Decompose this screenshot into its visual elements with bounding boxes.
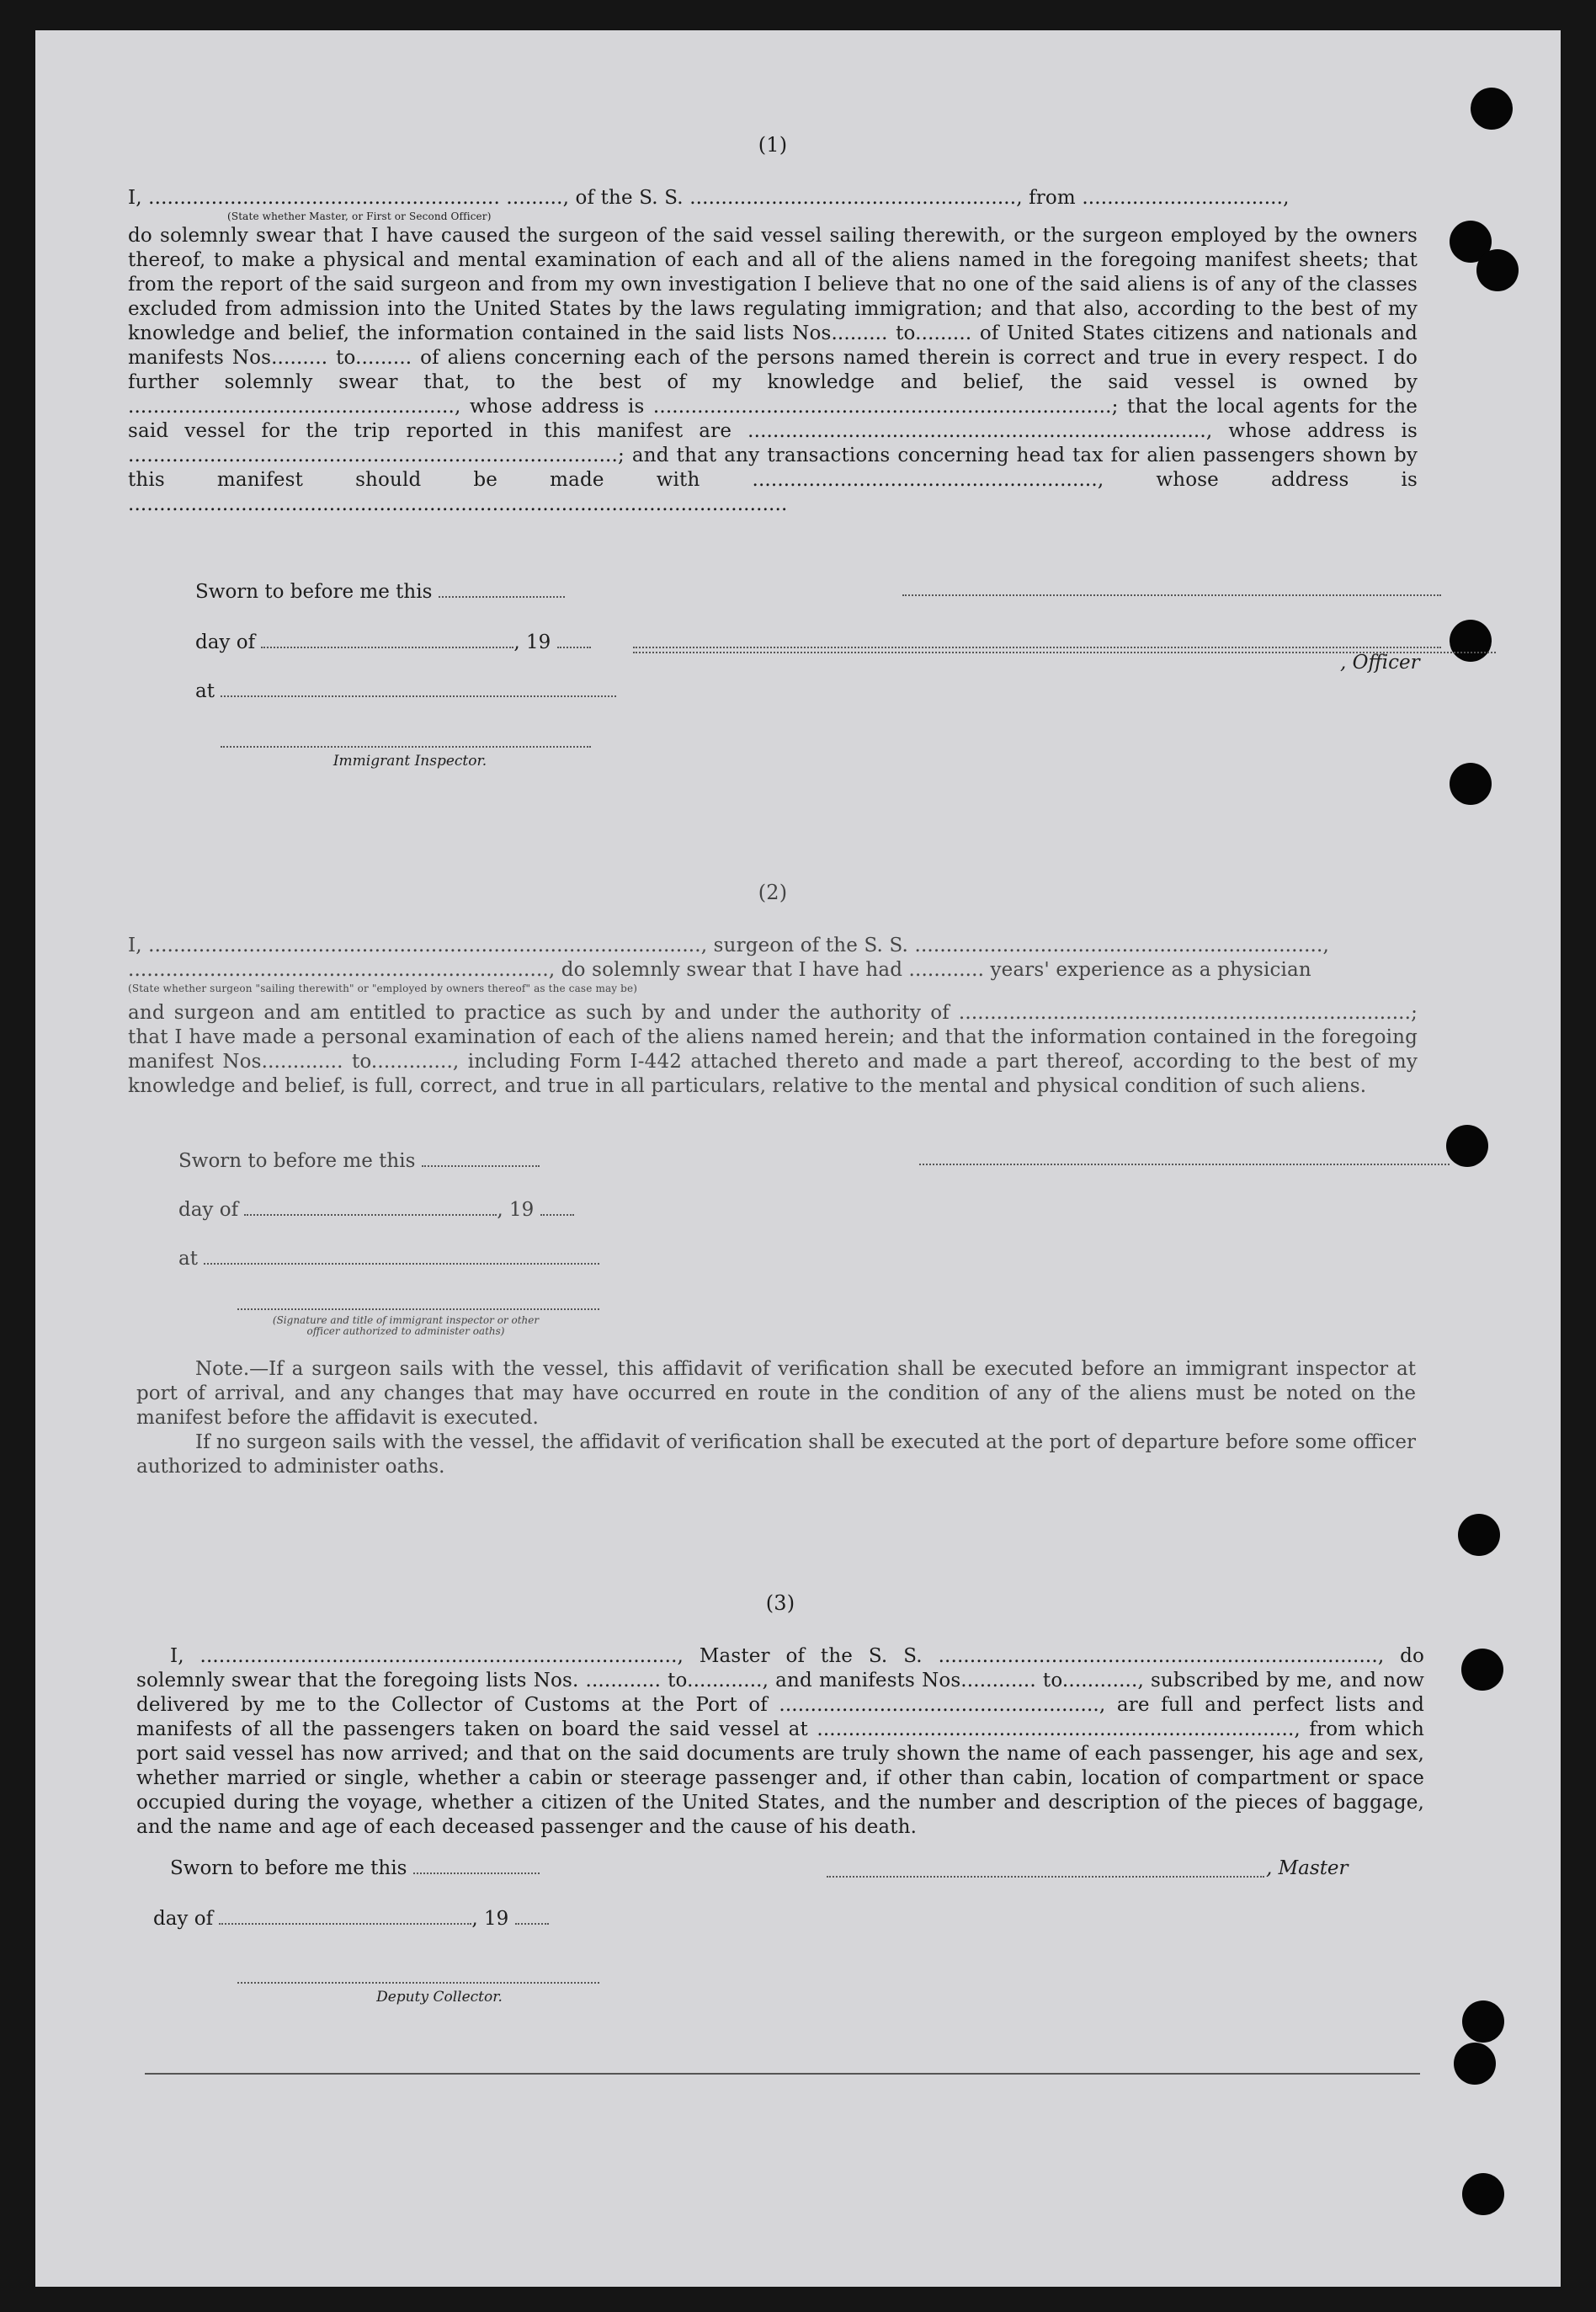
officer-signature-line-1 — [902, 594, 1441, 596]
note-paragraph-1: Note.—If a surgeon sails with the vessel, this affidavit of verification shall be executed before an immigrant inspector at port of arrival, and any changes that may have occurred en route in the condition of any of the aliens must be noted on the manifest before the affidavit is executed. — [136, 1358, 1416, 1429]
year-label: , 19 — [497, 1199, 535, 1221]
officer-label — [1340, 652, 1420, 674]
oath-body: and surgeon and am entitled to practice as such by and under the authority of ........................................................................; that I have made a personal examination of each of the aliens named herein; and that the information contained in the foregoing manifest Nos............. to............., including Form I-442 attached thereto and made a part thereof, according to the best of my knowledge and belief, is full, correct, and true in all particulars, relative to the mental and physical condition of such aliens. — [128, 1002, 1418, 1097]
oath-body: do solemnly swear that I have caused the surgeon of the said vessel sailing therewith, or the surgeon employed by the owners thereof, to make a physical and mental examination of each and all of the aliens named in the foregoing manifest sheets; that from the report of the said surgeon and from my own investigation I believe that no one of the said aliens is of any of the classes excluded from admission into the United States by the laws regulating immigration; and that also, according to the best of my knowledge and belief, the information contained in the said lists Nos......... to......... of United States citizens and nationals and manifests Nos......... to......... of aliens concerning each of the persons named therein is correct and true in every respect. I do further solemnly swear that, to the best of my knowledge and belief, the said vessel is owned by ...................................................., whose address is .........................................................................; that the local agents for the said vessel for the trip reported in this manifest are ........................................................................., whose address is ..............................................................................; and that any transactions concerning head tax for alien passengers shown by this manifest should be made with ......................................................., whose address is ......................................................................................................... — [128, 225, 1418, 515]
note-paragraph-2: If no surgeon sails with the vessel, the affidavit of verification shall be executed at the port of departure before some officer authorized to administer oaths. — [136, 1431, 1416, 1478]
oath-opening-line: I, ........................................................ ........., of the S. S. ...................................................., from ................................, — [128, 187, 1290, 209]
year-label: , 19 — [471, 1908, 509, 1930]
section-number: (3) — [765, 1591, 795, 1615]
punch-hole-3 — [1476, 249, 1519, 291]
section-number: (2) — [758, 881, 788, 904]
punch-hole-5 — [1450, 763, 1492, 805]
officer-signature-line-2 — [633, 647, 1441, 648]
affidavit-surgeon-section — [128, 881, 1418, 1099]
year-label: , 19 — [513, 631, 551, 653]
punch-hole-11 — [1462, 2173, 1504, 2215]
jurat-3 — [136, 1832, 1450, 2051]
affidavit-collector-section — [136, 1591, 1424, 1840]
at-label: at — [178, 1248, 198, 1270]
sworn-label: Sworn to before me this — [170, 1857, 407, 1879]
master-text: , Master — [1266, 1857, 1349, 1879]
day-of-label: day of — [153, 1908, 214, 1930]
deputy-caption: Deputy Collector. — [376, 1989, 503, 2006]
punch-hole-7 — [1458, 1514, 1500, 1556]
master-signature-line — [827, 1876, 1264, 1878]
jurat-1 — [162, 547, 1458, 770]
punch-hole-8 — [1461, 1649, 1503, 1691]
surgeon-note — [136, 1357, 1416, 1479]
document-page — [35, 30, 1561, 2287]
oath-second-line: ..................................................................., do solemnly swear that I have had ............ years' experience as a physician — [128, 959, 1311, 981]
deputy-signature-line — [237, 1982, 599, 1984]
field-caption: (State whether Master, or First or Second Officer) — [227, 210, 492, 222]
sworn-label: Sworn to before me this — [195, 581, 433, 603]
affidavit-master-section — [128, 133, 1418, 517]
at-label: at — [195, 680, 215, 702]
punch-hole-10 — [1454, 2043, 1496, 2085]
officer-text: , Officer — [1340, 652, 1420, 674]
sworn-label: Sworn to before me this — [178, 1150, 416, 1172]
jurat-2 — [145, 1125, 1458, 1361]
master-label — [1266, 1857, 1349, 1879]
day-of-label: day of — [178, 1199, 239, 1221]
officer-signature-line — [919, 1164, 1450, 1165]
field-caption: (State whether surgeon "sailing therewith" or "employed by owners thereof" as the case may be) — [128, 983, 638, 994]
inspector-signature-line — [221, 746, 591, 748]
bottom-rule — [145, 2073, 1420, 2075]
signature-caption: (Signature and title of immigrant inspector or other officer authorized to administer oaths) — [272, 1314, 540, 1337]
punch-hole-9 — [1462, 2000, 1504, 2043]
inspector-caption: Immigrant Inspector. — [332, 753, 487, 770]
oath-opening-line: I, ........................................................................................, surgeon of the S. S. ................................................................., — [128, 935, 1329, 956]
punch-hole-1 — [1471, 88, 1513, 130]
day-of-label: day of — [195, 631, 256, 653]
oath-body: I, ............................................................................, Master of the S. S. ......................................................................, do solemnly swear that the foregoing lists Nos. ............ to............, and manifests Nos............ to............, subscribed by me, and now delivered by me to the Collector of Customs at the Port of ..................................................., are full and perfect lists and manifests of all the passengers taken on board the said vessel at ............................................................................, from which port said vessel has now arrived; and that on the said documents are truly shown the name of each passenger, his age and sex, whether married or single, whether a cabin or steerage passenger and, if other than cabin, location of compartment or space occupied during the voyage, whether a citizen of the United States, and the number and description of the pieces of baggage, and the name and age of each deceased passenger and the cause of his death. — [136, 1645, 1424, 1838]
section-number: (1) — [758, 133, 788, 157]
inspector-signature-line — [237, 1308, 599, 1310]
